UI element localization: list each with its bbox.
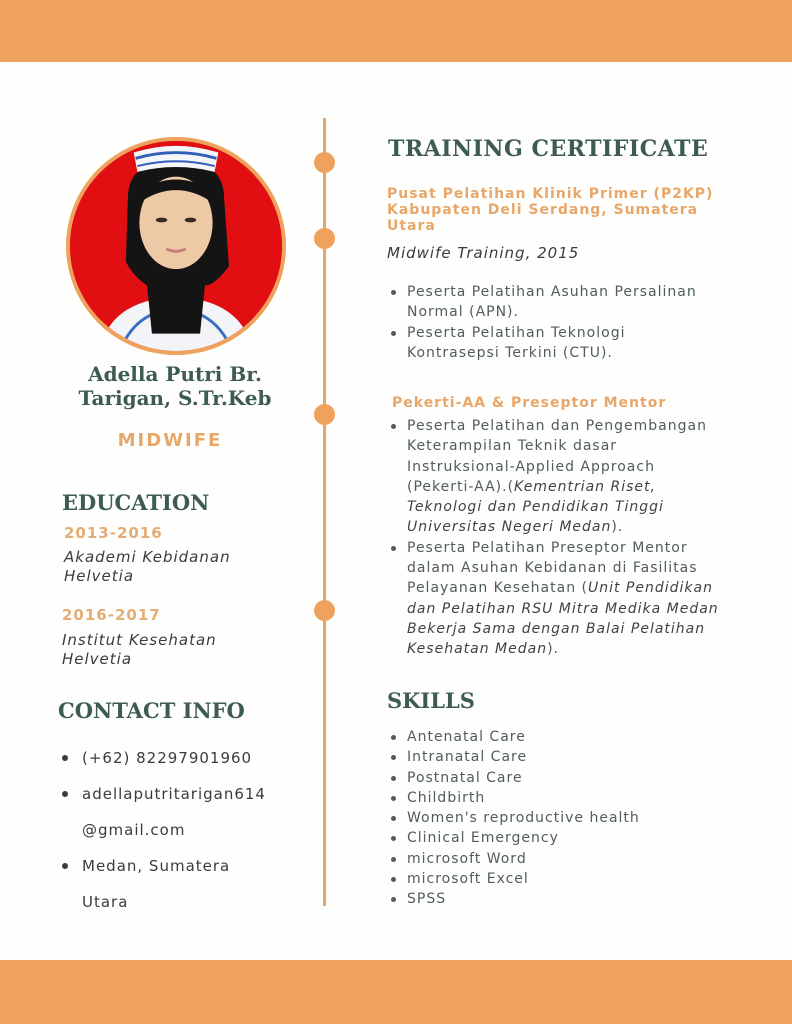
bullet-line: Peserta Pelatihan Teknologi (407, 324, 626, 341)
bullet-line: Peserta Pelatihan Preseptor Mentor (407, 539, 688, 556)
training-bullets (387, 416, 767, 660)
bottom-accent-band (0, 960, 792, 1024)
job-title: MIDWIFE (117, 430, 223, 451)
bullet-text-italic: Kesehatan Medan (407, 641, 548, 658)
email-line: adellaputritarigan614 (82, 785, 266, 803)
bullet-line: Peserta Pelatihan dan Pengembangan (407, 418, 707, 434)
contact-location (62, 848, 302, 920)
education-school (64, 548, 284, 586)
bullet-line: dan Pelatihan RSU Mitra Medika Medan (407, 600, 719, 617)
bullet-text-italic: Unit Pendidikan (587, 580, 713, 597)
bullet-line (407, 477, 767, 497)
skill-item: SPSS (387, 889, 727, 909)
school-line: Helvetia (62, 650, 133, 668)
profile-photo (66, 137, 286, 355)
candidate-name (40, 362, 310, 410)
org-line: Pusat Pelatihan Klinik Primer (P2KP) (387, 186, 714, 202)
training-bullet (387, 538, 767, 660)
school-line: Helvetia (64, 567, 135, 585)
timeline-dot-icon (314, 404, 335, 425)
bullet-line: dalam Asuhan Kebidanan di Fasilitas (407, 560, 698, 577)
education-years: 2016-2017 (62, 606, 161, 624)
training-bullet (387, 416, 767, 538)
bullet-line: Kontrasepsi Terkini (CTU). (407, 344, 613, 361)
bullet-text-italic: Kementrian Riset, (514, 478, 656, 495)
contact-heading: CONTACT INFO (58, 698, 245, 723)
skill-item: Postnatal Care (387, 768, 727, 788)
bullet-line: Instruksional-Applied Approach (407, 458, 655, 475)
location-line: Utara (82, 893, 129, 911)
name-line-1: Adella Putri Br. (88, 362, 262, 386)
training-subtitle: Midwife Training, 2015 (387, 244, 580, 262)
bullet-line (407, 578, 767, 598)
bullet-text: ). (547, 641, 559, 658)
skill-item: Women's reproductive health (387, 808, 727, 828)
education-school (62, 631, 282, 669)
bullet-line: Teknologi dan Pendidikan Tinggi (407, 499, 664, 516)
school-line: Institut Kesehatan (62, 631, 217, 649)
org-line: Utara (387, 218, 436, 234)
skill-item: microsoft Excel (387, 869, 727, 889)
school-line: Akademi Kebidanan (64, 548, 231, 566)
bullet-line: Peserta Pelatihan Asuhan Persalinan (407, 284, 697, 300)
training-bullets (387, 282, 747, 363)
bullet-line: Keterampilan Teknik dasar (407, 438, 618, 455)
timeline-dot-icon (314, 600, 335, 621)
location-line: Medan, Sumatera (82, 857, 231, 875)
bullet-line: Normal (APN). (407, 304, 519, 321)
contact-phone[interactable]: (+62) 82297901960 (62, 740, 302, 776)
bullet-text: ). (611, 519, 624, 536)
bullet-line (407, 639, 767, 659)
training-bullet (387, 323, 747, 364)
name-line-2: Tarigan, S.Tr.Keb (78, 386, 272, 410)
bullet-text: Pelayanan Kesehatan ( (407, 580, 588, 597)
org-line: Kabupaten Deli Serdang, Sumatera (387, 202, 699, 218)
timeline-dot-icon (314, 228, 335, 249)
portrait-image (70, 141, 282, 351)
email-line: @gmail.com (82, 821, 186, 839)
training-heading: TRAINING CERTIFICATE (388, 136, 709, 162)
education-years: 2013-2016 (64, 524, 163, 542)
education-heading: EDUCATION (62, 490, 210, 515)
skills-list (387, 727, 727, 910)
skill-item: microsoft Word (387, 849, 727, 869)
bullet-text-italic: Universitas Negeri Medan (407, 519, 612, 536)
top-accent-band (0, 0, 792, 62)
training-organization: Pekerti-AA & Preseptor Mentor (392, 395, 667, 411)
timeline-dot-icon (314, 152, 335, 173)
contact-list (62, 740, 302, 920)
bullet-text: (Pekerti-AA).( (407, 478, 515, 495)
training-bullet (387, 282, 747, 323)
training-organization (387, 186, 713, 234)
bullet-line: Bekerja Sama dengan Balai Pelatihan (407, 620, 706, 637)
skill-item: Antenatal Care (387, 727, 727, 747)
contact-email[interactable] (62, 776, 302, 848)
skill-item: Childbirth (387, 788, 727, 808)
skill-item: Intranatal Care (387, 747, 727, 767)
skill-item: Clinical Emergency (387, 828, 727, 848)
bullet-line (407, 517, 767, 537)
skills-heading: SKILLS (387, 688, 475, 713)
